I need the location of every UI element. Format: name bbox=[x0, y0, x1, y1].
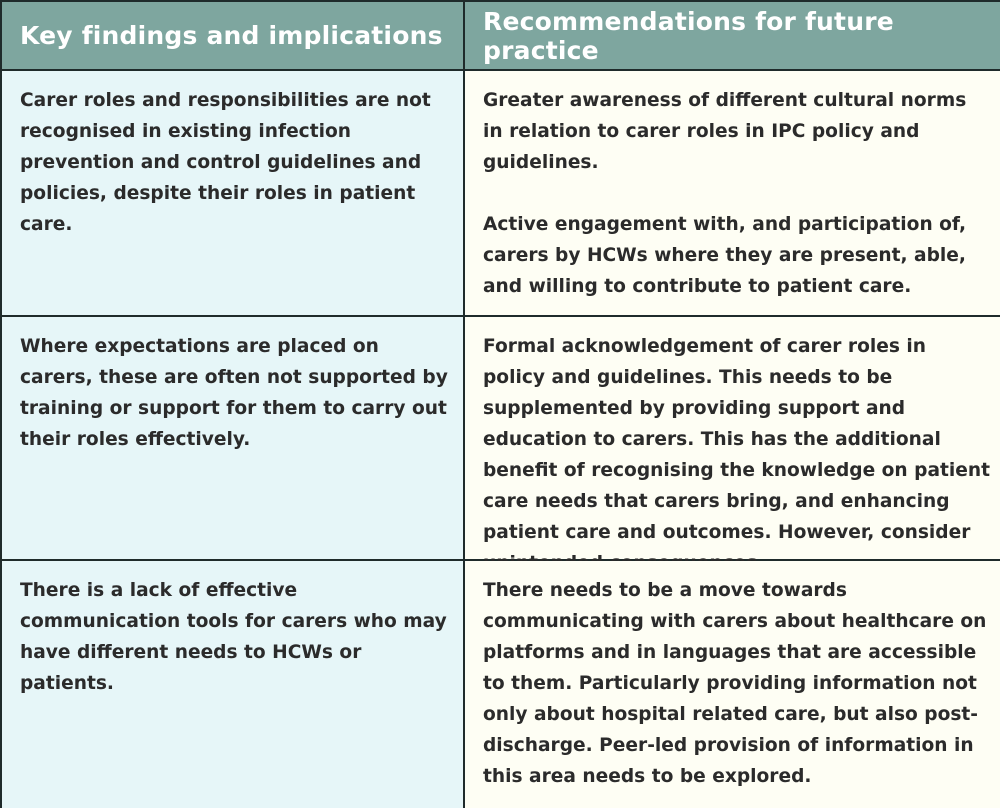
header-key-findings: Key findings and implications bbox=[2, 2, 463, 69]
row-3-finding: There is a lack of effective communication tools for carers who may have different needs to HCWs or patients. bbox=[2, 561, 463, 808]
row-2-recommendation-1: Formal acknowledgement of carer roles in policy and guidelines. This needs to be supplemented by providing support and education to carers. This has the additional benefit of recognising the knowledge on patient care needs that carers bring, and enhancing patient care and outcomes. However, consider bbox=[483, 336, 990, 543]
row-3-recommendation-1: There needs to be a move towards communicating with carers about healthcare on platforms and in languages that are accessible to them. Particularly providing information not only about hospital related care, but also post-discharge. Peer-led provision of information in this area needs to be explored. bbox=[483, 580, 987, 787]
row-1-recommendations bbox=[465, 71, 1000, 315]
row-1-recommendation-2: Active engagement with, and participation of, carers by HCWs where they are present, able, and willing to contribute to patient care. bbox=[483, 214, 967, 297]
row-1-recommendation-1: Greater awareness of different cultural norms in relation to carer roles in IPC policy and guidelines. bbox=[483, 90, 967, 173]
header-recommendations: Recommendations for future practice bbox=[465, 2, 1000, 69]
row-3-recommendations bbox=[465, 561, 1000, 808]
row-2-recommendations bbox=[465, 317, 1000, 559]
row-2-finding: Where expectations are placed on carers, these are often not supported by training or support for them to carry out their roles effectively. bbox=[2, 317, 463, 559]
row-1-finding: Carer roles and responsibilities are not recognised in existing infection prevention and control guidelines and policies, despite their roles in patient care. bbox=[2, 71, 463, 315]
